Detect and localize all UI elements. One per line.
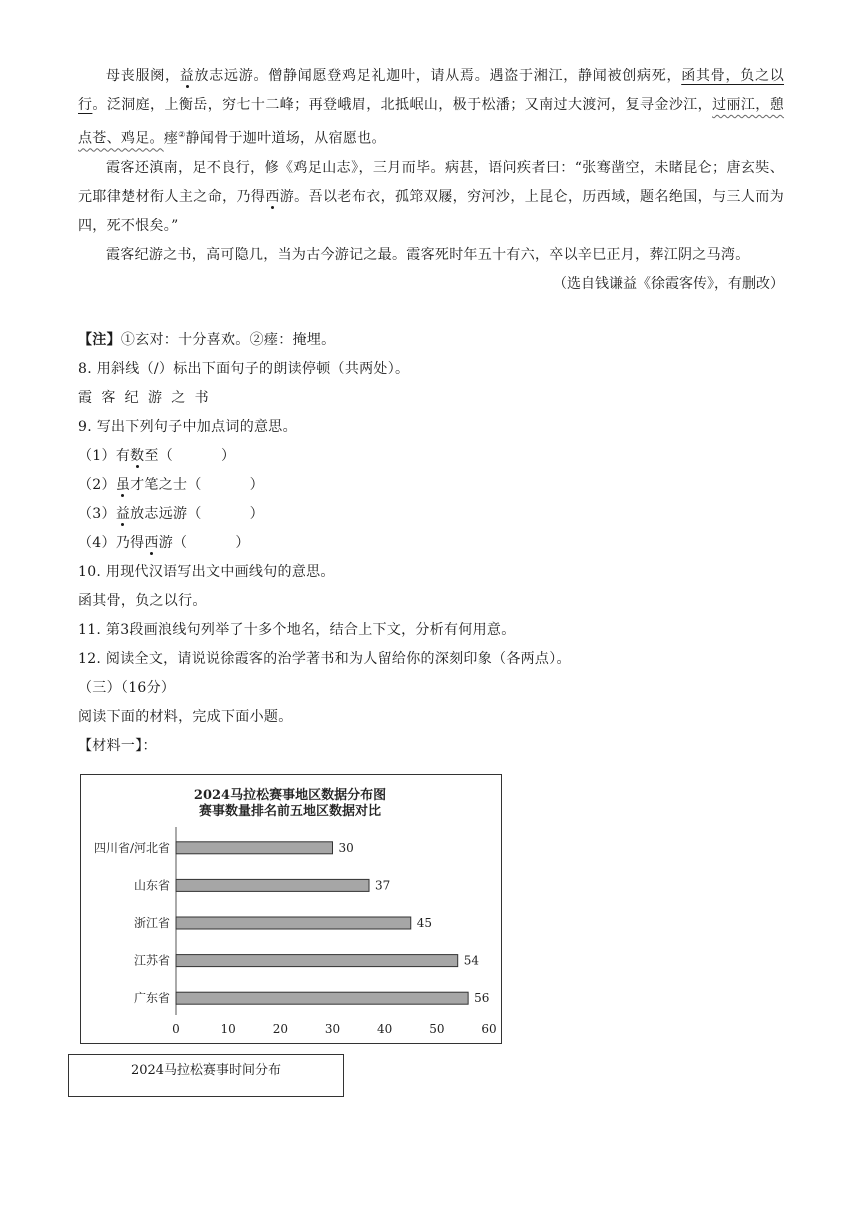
- question-9-item-4: （4）乃得西游（ ）: [78, 535, 250, 551]
- question-10-sentence: 函其骨，负之以行。: [78, 593, 207, 609]
- source-citation: （选自钱谦益《徐霞客传》，有删改）: [553, 275, 784, 292]
- question-9-item-2: （2）虽才笔之士（ ）: [78, 477, 264, 493]
- question-8: 8. 用斜线（/）标出下面句子的朗读停顿（共两处）。: [78, 361, 410, 377]
- questions-area: [78, 326, 784, 761]
- question-11: 11. 第3段画浪线句列举了十多个地名，结合上下文，分析有何用意。: [78, 622, 516, 638]
- question-8-sentence: 霞 客 纪 游 之 书: [78, 390, 209, 406]
- passage-paragraph-3: 霞客纪游之书，高可隐几，当为古今游记之最。霞客死时年五十有六，卒以辛巳正月，葬江阴之马湾。: [106, 246, 750, 263]
- x-tick-label: 40: [377, 1022, 393, 1036]
- data-label: 54: [463, 953, 479, 968]
- data-label: 45: [416, 916, 433, 930]
- section-3-header: （三）（16分）: [78, 680, 176, 696]
- question-10: 10. 用现代汉语写出文中画线句的意思。: [78, 564, 335, 580]
- footnote-marker: ②: [178, 130, 186, 139]
- x-tick-label: 10: [220, 1022, 236, 1036]
- question-9: 9. 写出下列句子中加点词的意思。: [78, 419, 297, 435]
- chart-subtitle: 赛事数量排名前五地区数据对比: [198, 804, 382, 819]
- data-label: 37: [375, 878, 391, 893]
- category-label: 浙江省: [133, 916, 170, 930]
- x-tick-label: 20: [272, 1022, 288, 1036]
- x-tick-label: 50: [429, 1022, 445, 1036]
- underlined-sentence: 函其骨，负: [681, 68, 755, 84]
- question-9-item-1: （1）有数至（ ）: [78, 448, 236, 464]
- data-label: 30: [338, 840, 354, 855]
- data-label: 56: [474, 991, 490, 1006]
- wavy-underlined-text: 过丽江，憩点苍、鸡足。: [78, 97, 785, 147]
- category-label: 四川省/河北省: [93, 840, 170, 855]
- time-distribution-box: 2024马拉松赛事时间分布: [68, 1054, 344, 1097]
- passage-paragraph-2: 霞客还滇南，足不良行，修《鸡足山志》，三月而毕。病甚，语问疾者曰：“张骞凿空，未睹昆仑；唐玄奘、元耶律楚材衔人主之命，乃得西游。吾以老布衣，孤筇双屦，穷河沙，上昆仑，历西域，题名绝国，与三人而为四，死不恨矣。”: [78, 159, 785, 234]
- material-1-label: 【材料一】：: [78, 738, 157, 754]
- passage-area: [78, 62, 784, 299]
- bar: [176, 955, 458, 967]
- marathon-region-chart: [80, 774, 502, 1044]
- x-tick-label: 30: [324, 1022, 341, 1036]
- bar: [176, 917, 411, 929]
- x-tick-label: 60: [481, 1022, 497, 1036]
- chart-title: 2024马拉松赛事地区数据分布图: [193, 788, 387, 803]
- dotted-char: 西: [265, 188, 280, 205]
- passage-paragraph-1: 母丧服阕，益放志远游。僧静闻愿登鸡足礼迦叶，请从焉。遇盗于湘江，静闻被创病死，函其骨，负之以行。泛洞庭，上衡岳，穷七十二峰；再登峨眉，北抵岷山，极于松潘；又南过大渡河，复寻金沙江，过丽江，憩点苍、鸡足。瘗②静闻骨于迦叶道场，从宿愿也。: [78, 68, 785, 147]
- bar: [176, 992, 468, 1004]
- x-tick-label: 0: [172, 1022, 180, 1036]
- section-3-instruction: 阅读下面的材料，完成下面小题。: [78, 709, 293, 725]
- question-9-item-3: （3）益放志远游（ ）: [78, 506, 264, 522]
- question-12: 12. 阅读全文，请说说徐霞客的治学著书和为人留给你的深刻印象（各两点）。: [78, 651, 571, 667]
- category-label: 广东省: [133, 991, 170, 1006]
- category-label: 江苏省: [133, 953, 170, 968]
- bar: [176, 842, 333, 854]
- annotation-note: 【注】①玄对：十分喜欢。②瘗：掩埋。: [78, 332, 336, 348]
- bar: [176, 879, 369, 891]
- dotted-char: 益: [179, 68, 195, 84]
- bar-chart-svg: [81, 775, 501, 1043]
- category-label: 山东省: [133, 878, 170, 893]
- underlined-sentence-cont: 之以行: [78, 68, 785, 113]
